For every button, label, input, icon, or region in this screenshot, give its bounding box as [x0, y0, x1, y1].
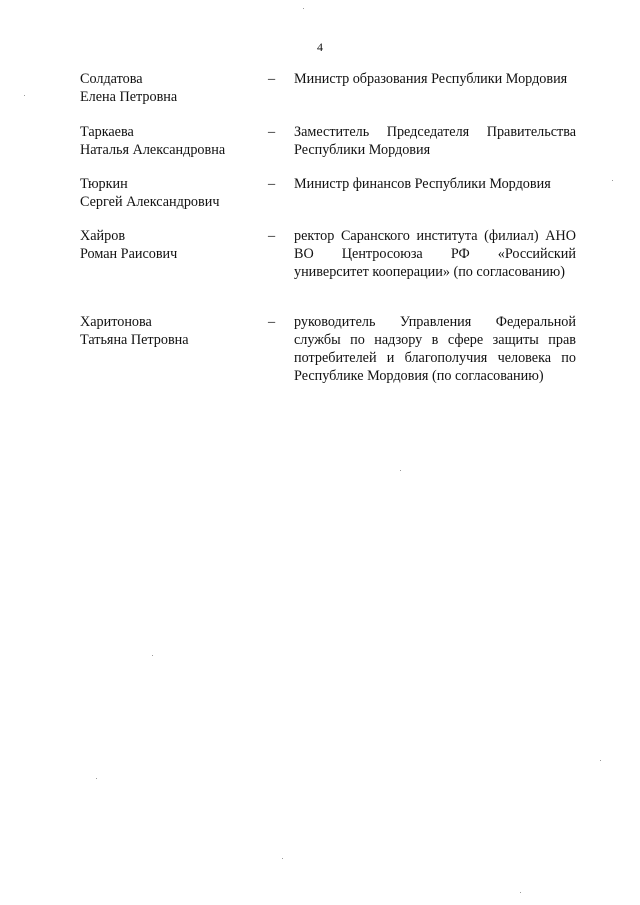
member-entry-kharitonova	[80, 313, 580, 389]
scan-speck	[600, 760, 601, 761]
member-position: Министр финансов Республики Мордовия	[294, 176, 551, 192]
member-entry-tarkaeva	[80, 123, 580, 163]
member-name	[80, 227, 255, 263]
member-entry-tyurkin	[80, 175, 580, 215]
member-position: ректор Саранского института (филиал) АНО ВО Центросоюза РФ «Российский университет кооперации» (по согласованию)	[294, 228, 576, 280]
scan-speck	[152, 655, 153, 656]
member-surname: Солдатова	[80, 71, 143, 87]
scan-speck	[24, 95, 25, 96]
scan-speck	[520, 892, 521, 893]
member-position: Заместитель Председателя Правительства Республики Мордовия	[294, 124, 576, 158]
member-surname: Хайров	[80, 228, 126, 244]
separator-dash: –	[268, 124, 276, 140]
member-name	[80, 123, 255, 159]
separator-dash: –	[268, 228, 276, 244]
member-name	[80, 175, 255, 211]
member-position: руководитель Управления Федеральной службы по надзору в сфере защиты прав потребителей и благополучия человека по Республике Мордовия (по согласованию)	[294, 314, 576, 384]
member-name	[80, 70, 255, 106]
member-given-names: Татьяна Петровна	[80, 332, 189, 348]
scan-speck	[96, 778, 97, 779]
member-surname: Таркаева	[80, 124, 134, 140]
member-entry-soldatova	[80, 70, 580, 110]
separator-dash: –	[268, 71, 276, 87]
member-surname: Харитонова	[80, 314, 152, 330]
member-given-names: Елена Петровна	[80, 89, 178, 105]
scan-speck	[612, 180, 613, 181]
member-surname: Тюркин	[80, 176, 128, 192]
member-given-names: Роман Раисович	[80, 246, 178, 262]
separator-dash: –	[268, 176, 276, 192]
page-number: 4	[317, 40, 323, 54]
member-position: Министр образования Республики Мордовия	[294, 71, 568, 87]
scan-speck	[282, 858, 283, 859]
scan-speck	[400, 470, 401, 471]
separator-dash: –	[268, 314, 276, 330]
member-entry-khairov	[80, 227, 580, 303]
member-name	[80, 313, 255, 349]
member-given-names: Наталья Александровна	[80, 142, 226, 158]
member-given-names: Сергей Александрович	[80, 194, 220, 210]
scan-speck	[303, 8, 304, 9]
